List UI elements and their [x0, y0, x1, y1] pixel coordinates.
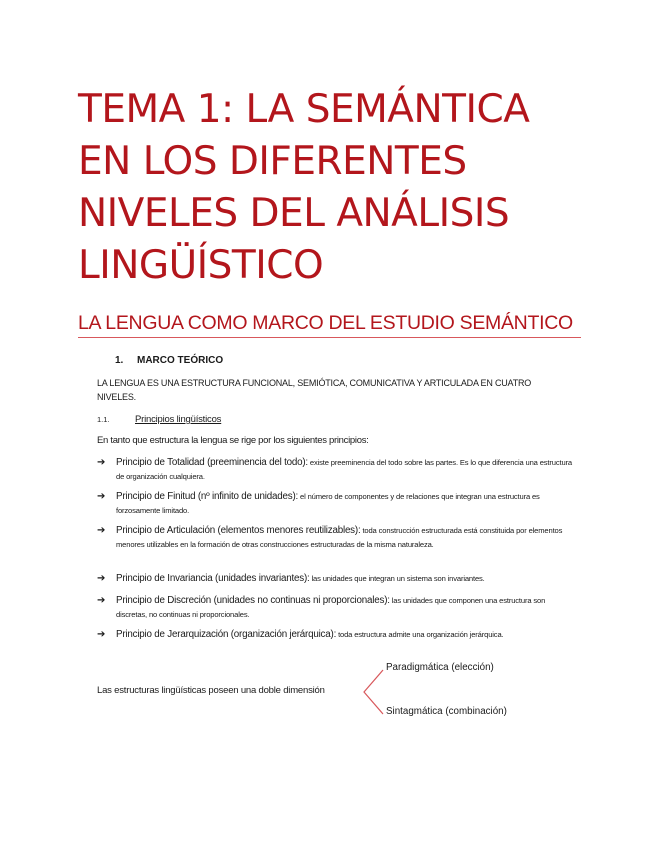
- principle-description: las unidades que integran un sistema son invariantes.: [311, 574, 485, 583]
- principle-name: Principio de Totalidad (preeminencia del todo):: [116, 457, 308, 468]
- title-line-1: TEMA 1: LA SEMÁNTICA: [78, 87, 530, 132]
- document-subtitle: LA LENGUA COMO MARCO DEL ESTUDIO SEMÁNTICO: [78, 311, 581, 338]
- principle-description: las unidades que componen una estructura son discretas, no continuas ni proporcionales.: [116, 596, 546, 619]
- arrow-bullet-icon: ➔: [97, 595, 106, 606]
- principle-item: [97, 628, 575, 642]
- section-number: 1.: [115, 355, 124, 366]
- title-line-3: NIVELES DEL ANÁLISIS: [78, 191, 510, 236]
- subsection-heading: [97, 414, 221, 425]
- principle-description: toda estructura admite una organización jerárquica.: [338, 630, 504, 639]
- principle-description: toda construcción estructurada está constituida por elementos menores utilizables en la formación de otras construcciones estructuradas de la misma naturaleza.: [116, 526, 563, 549]
- arrow-bullet-icon: ➔: [97, 629, 106, 640]
- principle-description: el número de componentes y de relaciones que integran una estructura es forzosamente limitado.: [116, 492, 540, 515]
- title-line-4: LINGÜÍSTICO: [78, 243, 324, 288]
- principle-name: Principio de Articulación (elementos menores reutilizables):: [116, 525, 361, 536]
- section-title: MARCO TEÓRICO: [137, 355, 224, 366]
- arrow-bullet-icon: ➔: [97, 457, 106, 468]
- section-heading: [115, 355, 223, 366]
- principle-name: Principio de Invariancia (unidades invariantes):: [116, 573, 310, 584]
- arrow-bullet-icon: ➔: [97, 525, 106, 536]
- subsection-title: Principios lingüísticos: [135, 414, 222, 425]
- dimension-branch-paradigmatic: Paradigmática (elección): [386, 662, 494, 673]
- principle-item: [97, 490, 575, 517]
- bracket-connector-icon: [361, 668, 385, 716]
- document-title: [78, 84, 618, 292]
- principle-item: [97, 456, 575, 483]
- subsection-number: 1.1.: [97, 415, 110, 424]
- principle-description: existe preeminencia del todo sobre las partes. Es lo que diferencia una estructura de organización cualquiera.: [116, 458, 572, 481]
- principle-name: Principio de Finitud (nº infinito de unidades):: [116, 491, 299, 502]
- dimension-branch-syntagmatic: Sintagmática (combinación): [386, 706, 507, 717]
- principle-item: [97, 524, 575, 551]
- principle-item: [97, 572, 575, 586]
- title-line-2: EN LOS DIFERENTES: [78, 139, 467, 184]
- intro-paragraph: LA LENGUA ES UNA ESTRUCTURA FUNCIONAL, SEMIÓTICA, COMUNICATIVA Y ARTICULADA EN CUATRO NIVELES.: [97, 378, 532, 402]
- principle-name: Principio de Discreción (unidades no continuas ni proporcionales):: [116, 595, 390, 606]
- arrow-bullet-icon: ➔: [97, 573, 106, 584]
- arrow-bullet-icon: ➔: [97, 491, 106, 502]
- principle-item: [97, 594, 575, 621]
- lead-paragraph: En tanto que estructura la lengua se rige por los siguientes principios:: [97, 435, 369, 446]
- principle-name: Principio de Jerarquización (organización jerárquica):: [116, 629, 337, 640]
- dual-dimension-text: Las estructuras lingüísticas poseen una doble dimensión: [97, 685, 325, 696]
